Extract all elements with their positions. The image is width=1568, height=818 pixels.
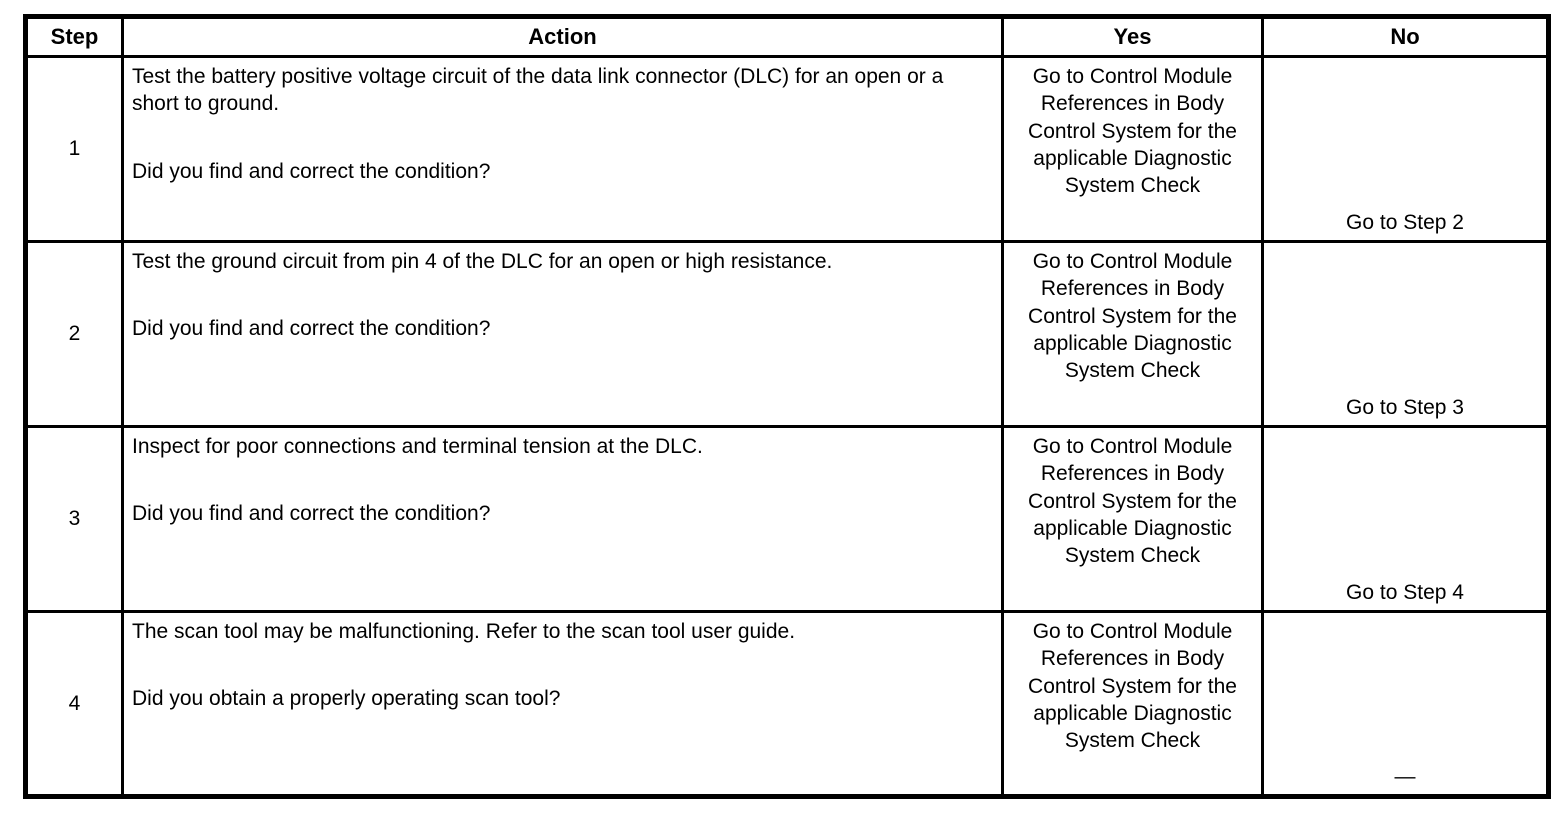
action-text: Inspect for poor connections and terminal tension at the DLC. (132, 435, 703, 458)
header-yes: Yes (1003, 17, 1263, 57)
table-row (26, 427, 1549, 612)
yes-cell: Go to Control Module References in Body Control System for the applicable Diagnostic System Check (1003, 612, 1263, 797)
table-row (26, 242, 1549, 427)
step-number: 3 (26, 427, 123, 612)
action-text: The scan tool may be malfunctioning. Refer to the scan tool user guide. (132, 620, 796, 643)
no-cell: Go to Step 4 (1263, 427, 1549, 612)
action-text: Test the ground circuit from pin 4 of the DLC for an open or high resistance. (132, 250, 833, 273)
yes-cell: Go to Control Module References in Body Control System for the applicable Diagnostic System Check (1003, 57, 1263, 242)
action-question: Did you find and correct the condition? (132, 317, 491, 341)
yes-cell: Go to Control Module References in Body Control System for the applicable Diagnostic System Check (1003, 242, 1263, 427)
table-row (26, 57, 1549, 242)
action-cell (123, 57, 1003, 242)
header-step: Step (26, 17, 123, 57)
yes-cell: Go to Control Module References in Body Control System for the applicable Diagnostic System Check (1003, 427, 1263, 612)
step-number: 4 (26, 612, 123, 797)
table-row (26, 612, 1549, 797)
no-cell: — (1263, 612, 1549, 797)
diagnostic-table (23, 14, 1551, 799)
no-cell: Go to Step 3 (1263, 242, 1549, 427)
action-question: Did you find and correct the condition? (132, 159, 491, 183)
action-cell (123, 242, 1003, 427)
header-no: No (1263, 17, 1549, 57)
action-text: Test the battery positive voltage circuit of the data link connector (DLC) for an open or a short to ground. (132, 65, 944, 116)
action-cell (123, 427, 1003, 612)
step-number: 2 (26, 242, 123, 427)
action-question: Did you find and correct the condition? (132, 502, 491, 526)
header-row (26, 17, 1549, 57)
action-cell (123, 612, 1003, 797)
no-cell: Go to Step 2 (1263, 57, 1549, 242)
header-action: Action (123, 17, 1003, 57)
step-number: 1 (26, 57, 123, 242)
action-question: Did you obtain a properly operating scan tool? (132, 687, 561, 711)
